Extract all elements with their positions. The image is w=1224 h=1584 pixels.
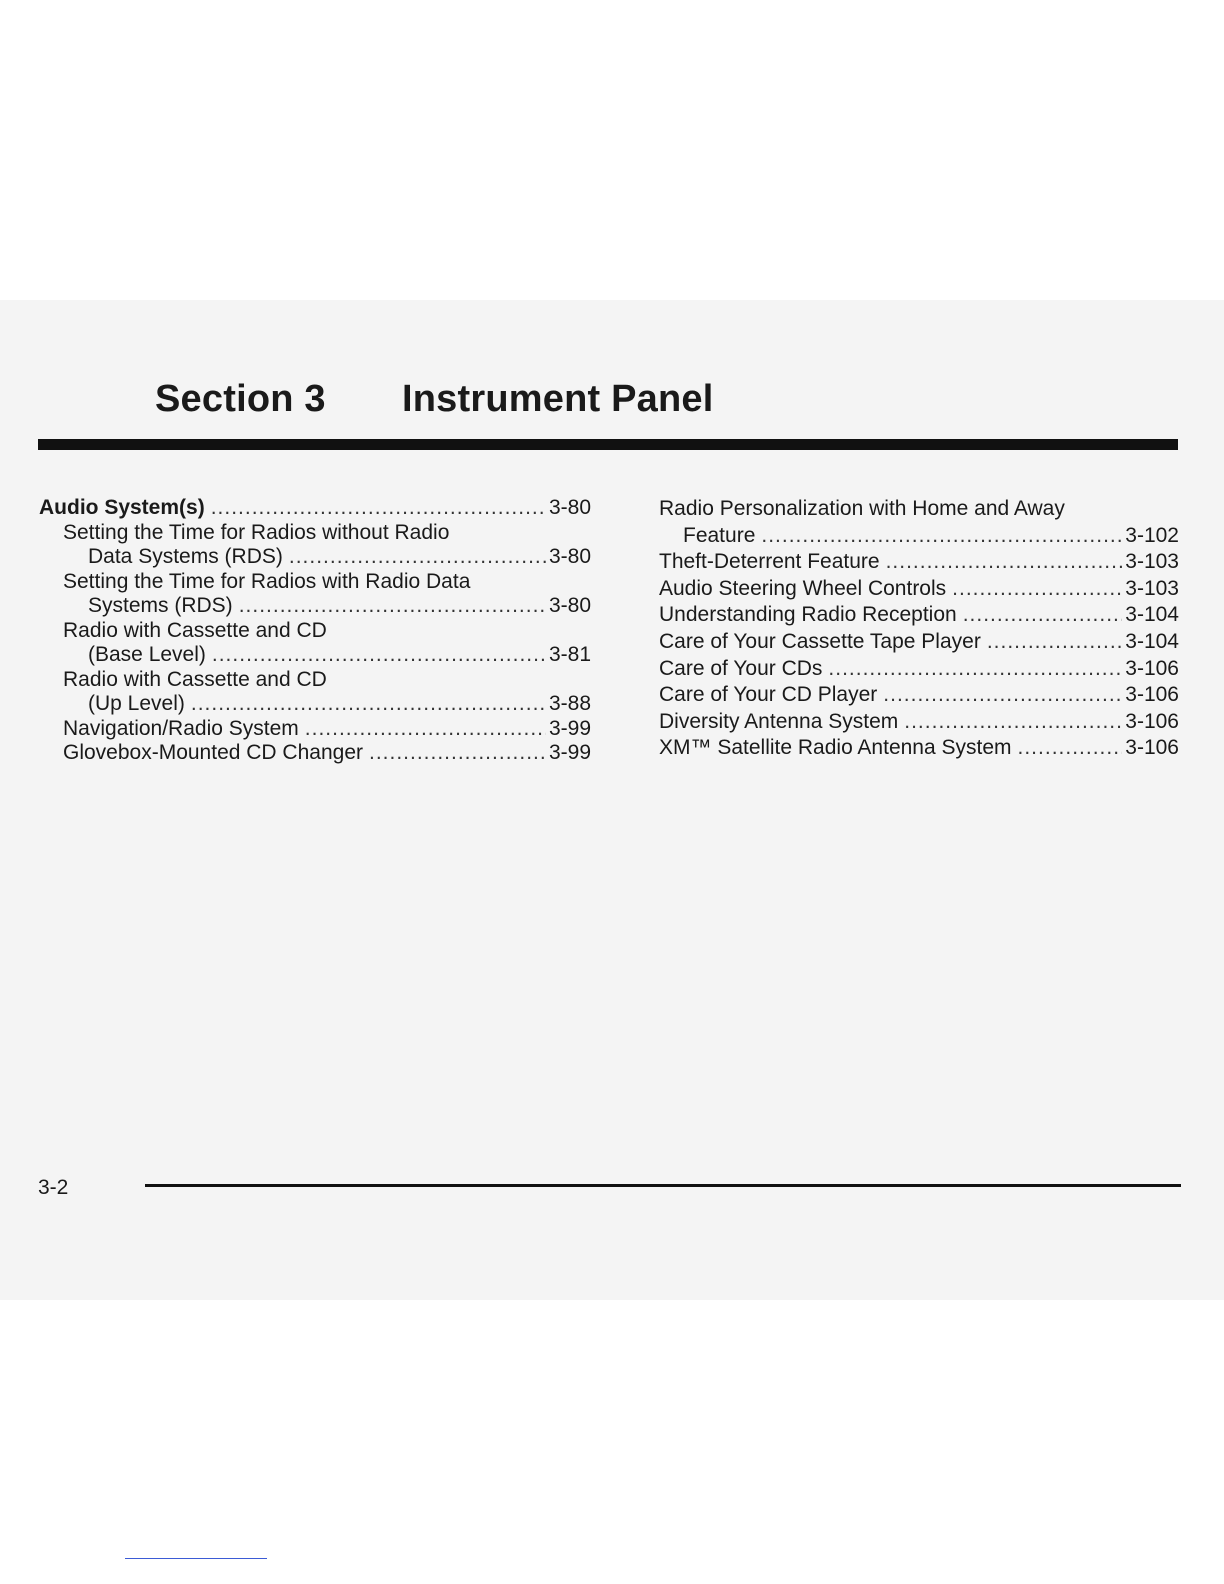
footer-rule <box>145 1184 1181 1187</box>
toc-entry-diversity[interactable] <box>659 709 1179 736</box>
toc-entry-audio-systems[interactable] <box>39 496 591 521</box>
toc-entry-line1: Radio Personalization with Home and Away <box>659 497 1065 520</box>
leader-dots <box>761 523 1122 550</box>
toc-entry-line2: (Base Level) <box>88 643 206 666</box>
link-underline <box>125 1558 267 1559</box>
toc-entry-label: Diversity Antenna System <box>659 709 899 733</box>
leader-dots <box>211 496 546 521</box>
toc-entry-cassette-care[interactable] <box>659 629 1179 656</box>
leader-dots <box>1018 735 1123 762</box>
toc-entry-xm[interactable] <box>659 735 1179 762</box>
toc-entry-time-no-rds[interactable] <box>39 521 591 570</box>
leader-dots <box>987 629 1122 656</box>
toc-entry-reception[interactable] <box>659 602 1179 629</box>
toc-entry-radio-base[interactable] <box>39 619 591 668</box>
toc-entry-page: 3-106 <box>1125 709 1179 733</box>
toc-entry-label: Care of Your Cassette Tape Player <box>659 629 981 653</box>
toc-entry-label: Navigation/Radio System <box>63 716 299 740</box>
toc-entry-navigation[interactable] <box>39 717 591 742</box>
toc-entry-steering[interactable] <box>659 576 1179 603</box>
toc-entry-page: 3-80 <box>548 545 591 568</box>
toc-entry-page: 3-103 <box>1125 550 1179 574</box>
section-number: Section 3 <box>155 378 326 420</box>
leader-dots <box>369 741 546 766</box>
toc-entry-cds-care[interactable] <box>659 656 1179 683</box>
toc-entry-page: 3-99 <box>548 716 591 740</box>
heading-rule <box>38 439 1178 450</box>
leader-dots <box>212 643 546 668</box>
toc-entry-label: Glovebox-Mounted CD Changer <box>63 741 363 764</box>
toc-entry-page: 3-103 <box>1125 576 1179 600</box>
leader-dots <box>239 594 546 619</box>
toc-left-column <box>39 496 591 766</box>
leader-dots <box>289 545 546 570</box>
page-panel <box>0 300 1224 1300</box>
toc-entry-line1: Radio with Cassette and CD <box>63 667 327 691</box>
toc-entry-line2: Data Systems (RDS) <box>88 545 283 568</box>
leader-dots <box>883 682 1122 709</box>
leader-dots <box>828 656 1122 683</box>
toc-entry-label: Care of Your CDs <box>659 656 823 680</box>
toc-entry-line1: Radio with Cassette and CD <box>63 618 327 642</box>
leader-dots <box>963 602 1123 629</box>
section-heading <box>155 378 714 421</box>
toc-entry-label: Understanding Radio Reception <box>659 603 957 627</box>
toc-entry-page: 3-99 <box>548 741 591 764</box>
toc-entry-glovebox[interactable] <box>39 741 591 766</box>
leader-dots <box>952 576 1122 603</box>
toc-entry-label: XM™ Satellite Radio Antenna System <box>659 736 1012 760</box>
leader-dots <box>305 717 546 742</box>
toc-entry-line1: Setting the Time for Radios with Radio Data <box>63 569 471 593</box>
toc-entry-time-rds[interactable] <box>39 570 591 619</box>
page-number: 3-2 <box>38 1176 69 1199</box>
toc-entry-line2: Systems (RDS) <box>88 594 233 617</box>
toc-entry-page: 3-102 <box>1125 523 1179 547</box>
toc-entry-cd-player-care[interactable] <box>659 682 1179 709</box>
toc-entry-page: 3-104 <box>1125 629 1179 653</box>
toc-entry-label: Audio System(s) <box>39 496 205 519</box>
toc-entry-label: Audio Steering Wheel Controls <box>659 576 947 600</box>
toc-entry-line1: Setting the Time for Radios without Radio <box>63 520 450 544</box>
toc-entry-label: Care of Your CD Player <box>659 683 878 707</box>
toc-entry-label: Theft-Deterrent Feature <box>659 550 880 574</box>
toc-entry-page: 3-88 <box>548 692 591 715</box>
leader-dots <box>191 692 546 717</box>
toc-entry-page: 3-106 <box>1125 736 1179 760</box>
toc-entry-page: 3-81 <box>548 643 591 666</box>
toc-entry-page: 3-106 <box>1125 656 1179 680</box>
leader-dots <box>904 709 1122 736</box>
toc-entry-page: 3-80 <box>548 496 591 519</box>
toc-entry-radio-up[interactable] <box>39 668 591 717</box>
toc-entry-line2: (Up Level) <box>88 692 185 715</box>
toc-entry-line2: Feature <box>683 523 756 547</box>
toc-entry-page: 3-104 <box>1125 603 1179 627</box>
toc-right-column <box>659 496 1179 762</box>
section-title: Instrument Panel <box>402 378 714 420</box>
toc-entry-theft[interactable] <box>659 549 1179 576</box>
leader-dots <box>886 549 1123 576</box>
toc-entry-page: 3-106 <box>1125 683 1179 707</box>
toc-entry-personalization[interactable] <box>659 496 1179 549</box>
toc-entry-page: 3-80 <box>548 594 591 617</box>
